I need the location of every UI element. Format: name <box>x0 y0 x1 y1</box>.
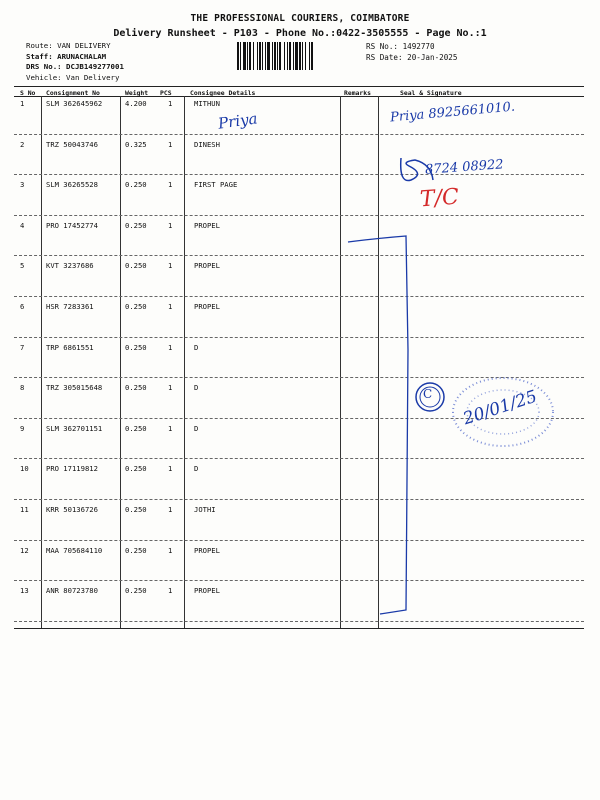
row-weight: 0.250 <box>125 505 147 514</box>
barcode-bar <box>267 42 270 70</box>
column-header-pcs: PCS <box>160 89 172 97</box>
remarks-bracket-mark <box>340 230 420 615</box>
row-separator <box>14 134 584 135</box>
row-separator <box>14 458 584 459</box>
barcode-bar <box>257 42 258 70</box>
header-top-rule <box>14 86 584 87</box>
row-pcs: 1 <box>168 383 173 393</box>
table-bottom-rule <box>14 628 584 629</box>
row-sno: 7 <box>20 342 25 352</box>
row-weight: 0.250 <box>125 302 147 311</box>
row-consignment-no: KRR 50136726 <box>46 505 98 514</box>
barcode-bar <box>289 42 291 70</box>
row-consignee: FIRST PAGE <box>194 180 238 190</box>
column-divider <box>184 96 185 628</box>
staff-label: Staff: ARUNACHALAM <box>26 51 107 61</box>
barcode-bar <box>262 42 263 70</box>
row-sno: 4 <box>20 220 25 230</box>
rs-date: RS Date: 20-Jan-2025 <box>366 53 458 62</box>
column-header-consignment: Consignment No <box>46 89 100 97</box>
rs-number: RS No.: 1492770 <box>366 42 435 51</box>
vehicle-label: Vehicle: Van Delivery <box>26 72 120 82</box>
barcode-bar <box>309 42 310 70</box>
row-pcs: 1 <box>168 220 173 230</box>
row-sno: 1 <box>20 99 25 108</box>
barcode-bar <box>311 42 313 70</box>
row-consignment-no: TRZ 305015648 <box>46 383 103 393</box>
signature-row-1: Priya 8925661010. <box>389 99 516 126</box>
row-consignment-no: MAA 705684110 <box>46 545 103 555</box>
row-separator <box>14 621 584 622</box>
row-separator <box>14 255 584 256</box>
row-consignee: MITHUN <box>194 99 220 108</box>
row-consignee: PROPEL <box>194 261 220 271</box>
row-consignee: JOTHI <box>194 505 216 514</box>
row-pcs: 1 <box>168 261 173 271</box>
row-consignment-no: SLM 362645962 <box>46 99 103 108</box>
circle-mark <box>413 380 447 414</box>
row-pcs: 1 <box>168 342 173 352</box>
drs-number: DRS No.: DCJB149277001 <box>26 62 124 71</box>
column-divider <box>340 96 341 628</box>
row-consignment-no: TRZ 50043746 <box>46 139 98 149</box>
row-consignment-no: TRP 6861551 <box>46 342 94 352</box>
column-divider <box>378 96 379 628</box>
column-divider <box>120 96 121 628</box>
row-consignee: D <box>194 342 199 352</box>
row-consignment-no: PRO 17452774 <box>46 220 98 230</box>
row-pcs: 1 <box>168 423 173 433</box>
barcode-bar <box>265 42 266 70</box>
row-consignment-no: PRO 17119812 <box>46 464 98 474</box>
row-pcs: 1 <box>168 180 173 190</box>
barcode-bar <box>305 42 306 70</box>
barcode-bar <box>274 42 276 70</box>
row-consignee: DINESH <box>194 139 220 149</box>
barcode-bar <box>302 42 303 70</box>
row-separator <box>14 174 584 175</box>
barcode-bar <box>295 42 298 70</box>
row-sno: 9 <box>20 423 25 433</box>
row-consignee: PROPEL <box>194 220 220 230</box>
row-consignment-no: SLM 36265528 <box>46 180 98 190</box>
stamp-date-handwriting: 20/01/25 <box>460 386 540 430</box>
row-pcs: 1 <box>168 139 173 149</box>
row-sno: 3 <box>20 180 25 190</box>
row-consignment-no: SLM 362701151 <box>46 423 103 433</box>
consignee-handwritten-note: Priya <box>216 109 259 133</box>
runsheet-meta-left <box>26 41 124 83</box>
row-separator <box>14 296 584 297</box>
row-consignment-no: ANR 80723780 <box>46 586 98 596</box>
barcode-bar <box>272 42 273 70</box>
barcode-bar <box>253 42 254 70</box>
barcode-bar <box>299 42 301 70</box>
column-header-seal-signature: Seal & Signature <box>400 89 462 97</box>
row-consignee: D <box>194 464 199 474</box>
row-separator <box>14 499 584 500</box>
row-weight: 0.250 <box>125 180 147 190</box>
row-sno: 11 <box>20 505 29 514</box>
column-header-remarks: Remarks <box>344 89 371 97</box>
row-weight: 0.325 <box>125 139 147 149</box>
row-pcs: 1 <box>168 99 173 108</box>
row-consignee: PROPEL <box>194 302 220 311</box>
row-sno: 5 <box>20 261 25 271</box>
row-consignee: PROPEL <box>194 545 220 555</box>
page-subtitle: Delivery Runsheet - P103 - Phone No.:0422-3505555 - Page No.:1 <box>113 28 487 39</box>
row-weight: 0.250 <box>125 261 147 271</box>
column-header-weight: Weight <box>125 89 149 97</box>
row-weight: 0.250 <box>125 586 147 596</box>
row-weight: 0.250 <box>125 545 147 555</box>
barcode-bar <box>293 42 294 70</box>
row-separator <box>14 418 584 419</box>
row-weight: 0.250 <box>125 342 147 352</box>
barcode <box>236 42 354 70</box>
row-pcs: 1 <box>168 545 173 555</box>
barcode-bar <box>243 42 246 70</box>
row-consignee: PROPEL <box>194 586 220 596</box>
row-sno: 6 <box>20 302 25 311</box>
row-sno: 8 <box>20 383 25 393</box>
dotted-stamp <box>448 372 558 452</box>
column-header-sno: S No <box>20 89 36 97</box>
page-title: THE PROFESSIONAL COURIERS, COIMBATORE <box>190 13 410 24</box>
row-sno: 13 <box>20 586 29 596</box>
row-separator <box>14 580 584 581</box>
barcode-bar <box>284 42 285 70</box>
barcode-bar <box>277 42 278 70</box>
row-sno: 2 <box>20 139 25 149</box>
column-divider <box>41 96 42 628</box>
row-weight: 4.200 <box>125 99 147 108</box>
row-consignee: D <box>194 423 199 433</box>
row-consignee: D <box>194 383 199 393</box>
row-pcs: 1 <box>168 302 173 311</box>
row-sno: 10 <box>20 464 29 474</box>
signature-row-2: 8724 08922 <box>424 157 505 178</box>
barcode-bar <box>247 42 248 70</box>
row-separator <box>14 337 584 338</box>
barcode-bar <box>259 42 261 70</box>
row-sno: 12 <box>20 545 29 555</box>
row-separator <box>14 540 584 541</box>
row-weight: 0.250 <box>125 383 147 393</box>
row-separator <box>14 377 584 378</box>
row-separator <box>14 215 584 216</box>
runsheet-meta-right <box>366 41 457 63</box>
row-weight: 0.250 <box>125 423 147 433</box>
column-header-consignee: Consignee Details <box>190 89 256 97</box>
barcode-bar <box>237 42 239 70</box>
barcode-bar <box>287 42 288 70</box>
barcode-bar <box>279 42 281 70</box>
row-pcs: 1 <box>168 505 173 514</box>
row-pcs: 1 <box>168 586 173 596</box>
row-consignment-no: KVT 3237686 <box>46 261 94 271</box>
row-pcs: 1 <box>168 464 173 474</box>
barcode-bar <box>240 42 241 70</box>
row-consignment-no: HSR 7283361 <box>46 302 94 311</box>
signature-scribble <box>395 150 437 190</box>
tc-red-mark: T/C <box>419 184 460 213</box>
row-weight: 0.250 <box>125 464 147 474</box>
circle-mark-label: C <box>423 387 433 401</box>
barcode-bar <box>249 42 251 70</box>
route-label: Route: VAN DELIVERY <box>26 41 111 50</box>
row-weight: 0.250 <box>125 220 147 230</box>
